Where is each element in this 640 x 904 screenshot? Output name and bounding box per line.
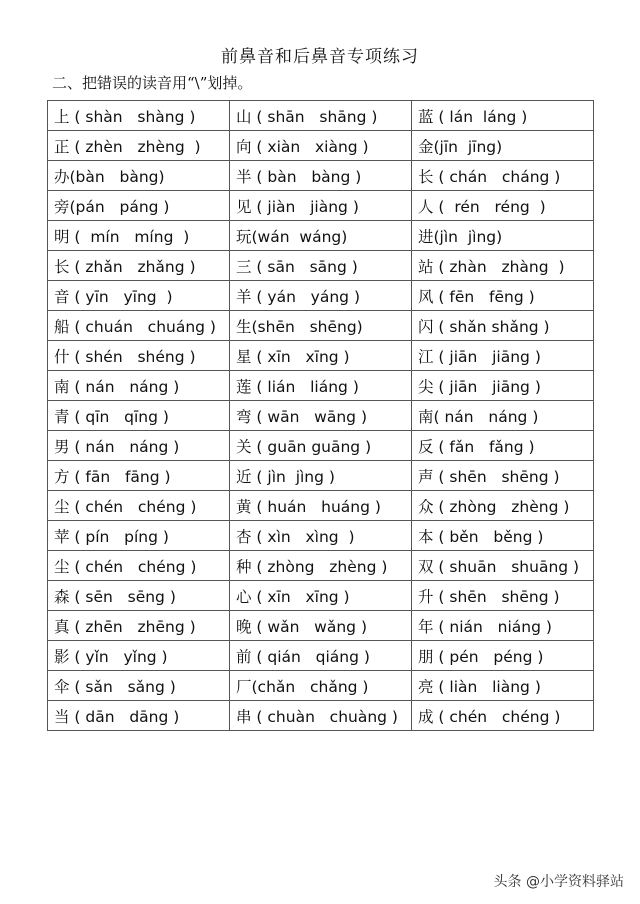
pinyin-cell: 山 ( shān shāng ) (230, 101, 412, 131)
pinyin-cell: 船 ( chuán chuáng ) (48, 311, 230, 341)
pinyin-cell: 关 ( guān guāng ) (230, 431, 412, 461)
pinyin-cell: 人 ( rén réng ) (412, 191, 594, 221)
pinyin-cell: 当 ( dān dāng ) (48, 701, 230, 731)
exercise-instruction: 二、把错误的读音用“\”划掉。 (52, 74, 253, 92)
pinyin-cell: 亮 ( liàn liàng ) (412, 671, 594, 701)
table-row (48, 281, 594, 311)
pinyin-cell: 玩(wán wáng) (230, 221, 412, 251)
pinyin-cell: 本 ( běn běng ) (412, 521, 594, 551)
pinyin-cell: 黄 ( huán huáng ) (230, 491, 412, 521)
pinyin-cell: 成 ( chén chéng ) (412, 701, 594, 731)
pinyin-cell: 伞 ( sǎn sǎng ) (48, 671, 230, 701)
pinyin-cell: 音 ( yīn yīng ) (48, 281, 230, 311)
table-row (48, 341, 594, 371)
table-row (48, 371, 594, 401)
pinyin-cell: 见 ( jiàn jiàng ) (230, 191, 412, 221)
pinyin-cell: 双 ( shuān shuāng ) (412, 551, 594, 581)
pinyin-cell: 江 ( jiān jiāng ) (412, 341, 594, 371)
pinyin-cell: 南 ( nán náng ) (48, 371, 230, 401)
pinyin-cell: 声 ( shēn shēng ) (412, 461, 594, 491)
table-row (48, 311, 594, 341)
pinyin-cell: 生(shēn shēng) (230, 311, 412, 341)
pinyin-cell: 上 ( shàn shàng ) (48, 101, 230, 131)
table-row (48, 701, 594, 731)
pinyin-cell: 什 ( shén shéng ) (48, 341, 230, 371)
pinyin-cell: 年 ( nián niáng ) (412, 611, 594, 641)
pinyin-cell: 弯 ( wān wāng ) (230, 401, 412, 431)
table-row (48, 551, 594, 581)
pinyin-cell: 南( nán náng ) (412, 401, 594, 431)
pinyin-cell: 尘 ( chén chéng ) (48, 551, 230, 581)
table-row (48, 131, 594, 161)
pinyin-cell: 蓝 ( lán láng ) (412, 101, 594, 131)
pinyin-cell: 闪 ( shǎn shǎng ) (412, 311, 594, 341)
pinyin-cell: 办(bàn bàng) (48, 161, 230, 191)
pinyin-cell: 三 ( sān sāng ) (230, 251, 412, 281)
pinyin-exercise-table (47, 100, 594, 731)
pinyin-cell: 向 ( xiàn xiàng ) (230, 131, 412, 161)
table-row (48, 161, 594, 191)
pinyin-cell: 晚 ( wǎn wǎng ) (230, 611, 412, 641)
table-row (48, 461, 594, 491)
table-row (48, 581, 594, 611)
table-row (48, 401, 594, 431)
pinyin-cell: 杏 ( xìn xìng ) (230, 521, 412, 551)
pinyin-cell: 反 ( fǎn fǎng ) (412, 431, 594, 461)
table-row (48, 671, 594, 701)
pinyin-cell: 风 ( fēn fēng ) (412, 281, 594, 311)
pinyin-cell: 明 ( mín míng ) (48, 221, 230, 251)
page-title: 前鼻音和后鼻音专项练习 (221, 47, 419, 67)
table-row (48, 221, 594, 251)
pinyin-cell: 尘 ( chén chéng ) (48, 491, 230, 521)
pinyin-cell: 近 ( jìn jìng ) (230, 461, 412, 491)
pinyin-cell: 男 ( nán náng ) (48, 431, 230, 461)
pinyin-cell: 众 ( zhòng zhèng ) (412, 491, 594, 521)
pinyin-cell: 影 ( yǐn yǐng ) (48, 641, 230, 671)
pinyin-cell: 升 ( shēn shēng ) (412, 581, 594, 611)
pinyin-cell: 尖 ( jiān jiāng ) (412, 371, 594, 401)
pinyin-cell: 长 ( zhǎn zhǎng ) (48, 251, 230, 281)
table-row (48, 431, 594, 461)
pinyin-cell: 羊 ( yán yáng ) (230, 281, 412, 311)
table-row (48, 251, 594, 281)
pinyin-cell: 站 ( zhàn zhàng ) (412, 251, 594, 281)
pinyin-cell: 前 ( qián qiáng ) (230, 641, 412, 671)
pinyin-cell: 青 ( qīn qīng ) (48, 401, 230, 431)
table-row (48, 101, 594, 131)
pinyin-exercise-body (48, 101, 594, 731)
table-row (48, 191, 594, 221)
pinyin-cell: 心 ( xīn xīng ) (230, 581, 412, 611)
table-row (48, 521, 594, 551)
table-row (48, 641, 594, 671)
pinyin-cell: 串 ( chuàn chuàng ) (230, 701, 412, 731)
pinyin-cell: 旁(pán páng ) (48, 191, 230, 221)
table-row (48, 491, 594, 521)
pinyin-cell: 真 ( zhēn zhēng ) (48, 611, 230, 641)
source-watermark: 头条 @小学资料驿站 (493, 874, 624, 890)
pinyin-cell: 苹 ( pín píng ) (48, 521, 230, 551)
pinyin-cell: 种 ( zhòng zhèng ) (230, 551, 412, 581)
pinyin-cell: 半 ( bàn bàng ) (230, 161, 412, 191)
pinyin-cell: 朋 ( pén péng ) (412, 641, 594, 671)
pinyin-cell: 方 ( fān fāng ) (48, 461, 230, 491)
pinyin-cell: 长 ( chán cháng ) (412, 161, 594, 191)
pinyin-cell: 厂(chǎn chǎng ) (230, 671, 412, 701)
pinyin-cell: 星 ( xīn xīng ) (230, 341, 412, 371)
table-row (48, 611, 594, 641)
pinyin-cell: 正 ( zhèn zhèng ) (48, 131, 230, 161)
pinyin-cell: 莲 ( lián liáng ) (230, 371, 412, 401)
pinyin-cell: 进(jìn jìng) (412, 221, 594, 251)
pinyin-cell: 森 ( sēn sēng ) (48, 581, 230, 611)
pinyin-cell: 金(jīn jīng) (412, 131, 594, 161)
